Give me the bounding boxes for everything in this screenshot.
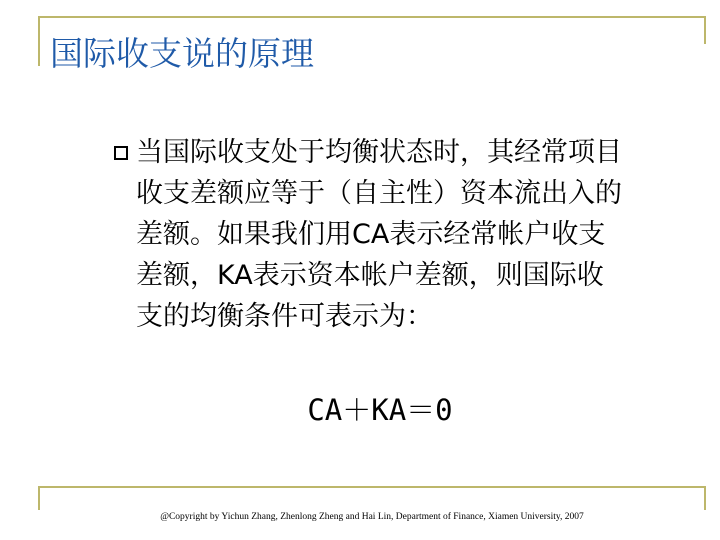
bottom-left-rule xyxy=(38,486,40,510)
copyright-footer: @Copyright by Yichun Zhang, Zhenlong Zheng and Hai Lin, Department of Finance, Xiamen University, 2007 xyxy=(160,512,584,522)
square-bullet-icon xyxy=(114,146,128,160)
top-rule xyxy=(38,16,706,18)
top-left-rule xyxy=(38,16,40,66)
bottom-rule xyxy=(38,486,706,488)
bullet-text: 当国际收支处于均衡状态时，其经常项目收支差额应等于（自主性）资本流出入的差额。如果我们用CA表示经常帐户收支差额，KA表示资本帐户差额，则国际收支的均衡条件可表示为： xyxy=(136,137,622,332)
formula: CA＋KA＝0 xyxy=(307,393,453,427)
bottom-right-rule xyxy=(704,486,706,510)
slide-title: 国际收支说的原理 xyxy=(50,34,314,73)
top-right-rule xyxy=(704,16,706,44)
